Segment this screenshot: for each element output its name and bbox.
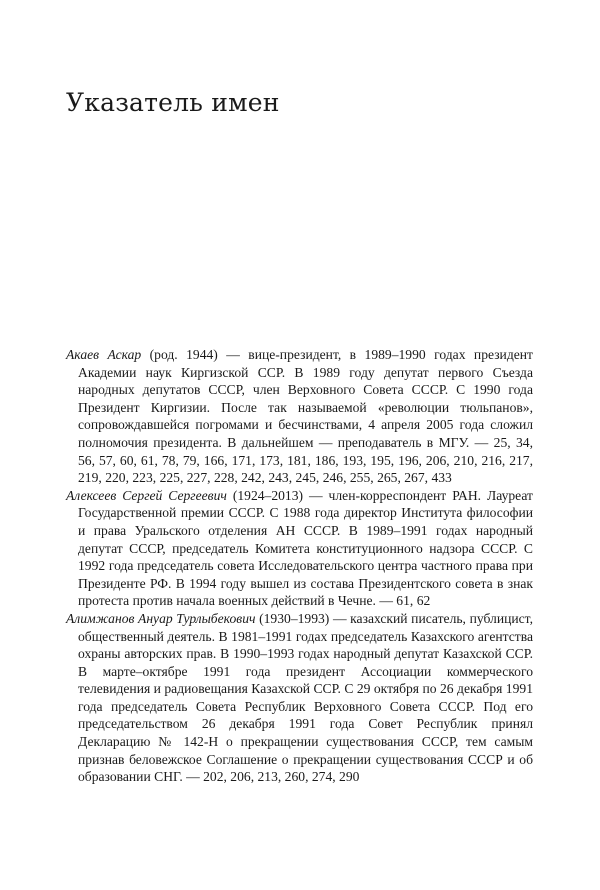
entry-text: (род. 1944) — вице-президент, в 1989–1990 годах президент Академии наук Киргизской ССР. В 1989 году депутат первого Съезда народных депутатов СССР, член Верховного Совета СССР. С 1990 года Президент Киргизии. После так называемой «революции тюльпанов», сопровождавшейся погромами и бесчинствами, 4 апреля 2005 года сложил полномочия президента. В дальнейшем — преподаватель в МГУ. — 25, 34, 56, 57, 60, 61, 78, 79, 166, 171, 173, 181, 186, 193, 195, 196, 206, 210, 216, 217, 219, 220, 223, 225, 227, 228, 242, 243, 245, 246, 255, 265, 267, 433 [78,347,533,486]
entry-text: (1924–2013) — член-корреспондент РАН. Лауреат Государственной премии СССР. С 1988 года директор Института философии и права Уральского отделения АН СССР. В 1989–1991 годах народный депутат СССР, председатель Комитета конституционного надзора СССР. С 1992 года председатель совета Исследовательского центра частного права при Президенте РФ. В 1994 году вышел из состава Президентского совета в знак протеста против начала военных действий в Чечне. — 61, 62 [78,487,533,609]
entry-name: Алимжанов Ануар Турлыбекович [66,610,256,626]
name-index [66,346,533,786]
entry-name: Алексеев Сергей Сергеевич [66,487,227,503]
index-entry [66,346,533,487]
index-entry [66,487,533,610]
index-entry [66,610,533,786]
page-title: Указатель имен [66,88,280,117]
entry-name: Акаев Аскар [66,347,142,362]
entry-text: (1930–1993) — казахский писатель, публицист, общественный деятель. В 1981–1991 годах председатель Казахского агентства охраны авторских прав. В 1990–1993 годах народный депутат Казахской ССР. В марте–октябре 1991 года президент Ассоциации коммерческого телевидения и радиовещания Казахской ССР. С 29 октября по 26 декабря 1991 года председатель Совета Республик Верховного Совета СССР. Под его председательством 26 декабря 1991 года Совет Республик принял Декларацию № 142-Н о прекращении существования СССР, тем самым признав беловежское Соглашение о прекращении существования СССР и об образовании СНГ. — 202, 206, 213, 260, 274, 290 [78,610,533,785]
